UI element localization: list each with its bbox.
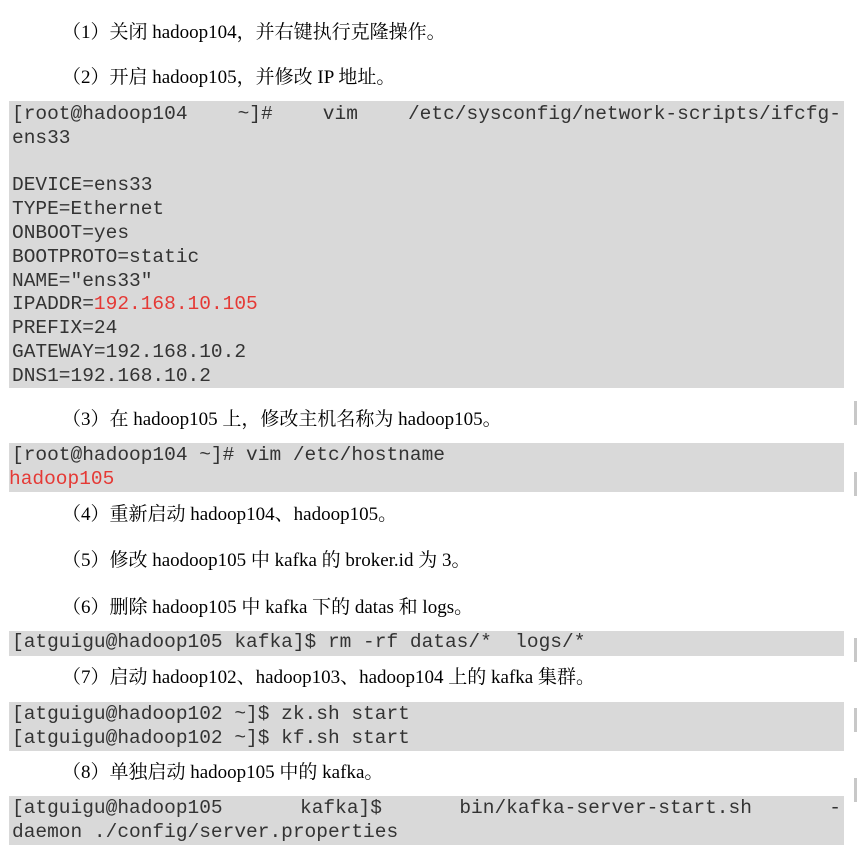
step-7-text: （7）启动 hadoop102、hadoop103、hadoop104 上的 kafka 集群。: [62, 667, 595, 688]
step-3-text: （3）在 hadoop105 上，修改主机名称为 hadoop105。: [62, 409, 502, 430]
step-6-text: （6）删除 hadoop105 中 kafka 下的 datas 和 logs。: [62, 597, 474, 618]
code-line-prefix: PREFIX=24: [12, 317, 118, 340]
code-token-ipaddr-value: 192.168.10.105: [93, 293, 258, 316]
step-1-text: （1）关闭 hadoop104，并右键执行克隆操作。: [62, 22, 446, 43]
code-token-script: bin/kafka-server-start.sh: [459, 797, 752, 819]
step-2-text: （2）开启 hadoop105，并修改 IP 地址。: [62, 67, 396, 88]
code-token-ipaddr-key: IPADDR=: [12, 293, 94, 316]
code-token-prompt-end: ~]#: [237, 103, 273, 125]
code-line-type: TYPE=Ethernet: [12, 198, 165, 221]
code-token-prompt: [atguigu@hadoop105: [12, 797, 223, 819]
step-5-text: （5）修改 haodoop105 中 kafka 的 broker.id 为 3。: [62, 550, 471, 571]
step-8-text: （8）单独启动 hadoop105 中的 kafka。: [62, 762, 384, 783]
code-line-hostname-cmd: [root@hadoop104 ~]# vim /etc/hostname: [12, 444, 445, 466]
code-line-blank: [12, 151, 841, 175]
code-block-rm: [9, 631, 844, 656]
code-token-path: /etc/sysconfig/network-scripts/ifcfg-: [407, 103, 841, 125]
code-block-ifcfg: [9, 101, 844, 388]
code-line-rm: [atguigu@hadoop105 kafka]$ rm -rf datas/* logs/*: [12, 631, 586, 653]
code-line-kafka-start: [12, 797, 841, 821]
code-token-vim: vim: [322, 103, 358, 125]
code-line-wrap: ens33: [12, 126, 71, 149]
code-line-device: DEVICE=ens33: [12, 174, 153, 197]
code-line-zk-start: [atguigu@hadoop102 ~]$ zk.sh start: [12, 703, 410, 725]
code-line-kf-start: [atguigu@hadoop102 ~]$ kf.sh start: [12, 726, 410, 749]
code-line-ipaddr: [12, 293, 841, 317]
code-token-prompt: [root@hadoop104: [12, 103, 188, 125]
code-line-hostname-value: hadoop105: [9, 467, 115, 490]
code-token-dash: -: [829, 797, 841, 819]
code-line-onboot: ONBOOT=yes: [12, 221, 130, 244]
code-block-hostname: [9, 443, 844, 492]
code-line-bootproto: BOOTPROTO=static: [12, 245, 200, 268]
code-line-dns1: DNS1=192.168.10.2: [12, 364, 211, 387]
code-line-kafka-start-wrap: daemon ./config/server.properties: [12, 820, 399, 843]
code-line-gateway: GATEWAY=192.168.10.2: [12, 340, 247, 363]
code-token-dir: kafka]$: [300, 797, 382, 819]
code-block-start-single: [9, 796, 844, 845]
code-block-start-cluster: [9, 702, 844, 751]
step-4-text: （4）重新启动 hadoop104、hadoop105。: [62, 504, 398, 525]
code-line-name: NAME="ens33": [12, 269, 153, 292]
code-line-command: [12, 103, 841, 127]
